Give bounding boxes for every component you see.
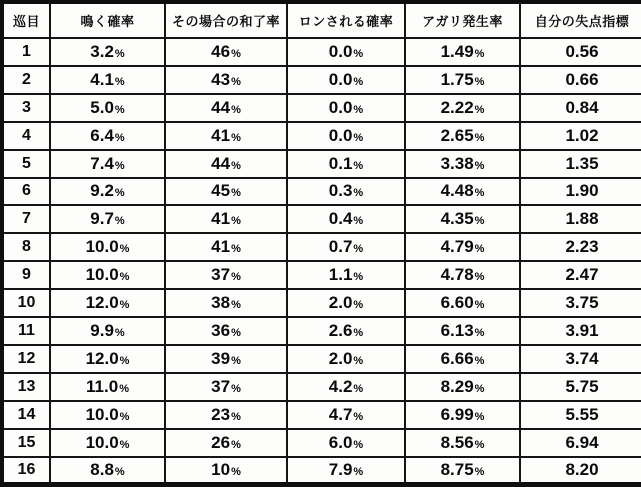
cell-turn: 4 <box>2 122 50 150</box>
cell-value: 39 <box>211 348 231 368</box>
cell-win-rate-if-called <box>165 150 287 178</box>
percent-unit: % <box>474 354 485 367</box>
cell-self-loss-index: 3.91 <box>520 317 641 345</box>
cell-ron-dealt-in-rate <box>287 457 405 485</box>
cell-turn: 14 <box>2 401 50 429</box>
cell-ron-dealt-in-rate <box>287 401 405 429</box>
cell-agari-occurrence <box>405 289 520 317</box>
cell-call-rate <box>50 38 165 66</box>
percent-unit: % <box>114 131 125 144</box>
cell-agari-occurrence <box>405 178 520 206</box>
cell-value: 8.56 <box>440 432 474 452</box>
cell-agari-occurrence <box>405 457 520 485</box>
cell-win-rate-if-called <box>165 429 287 457</box>
table-row <box>2 317 641 345</box>
percent-unit: % <box>474 438 485 451</box>
cell-win-rate-if-called <box>165 38 287 66</box>
cell-call-rate <box>50 122 165 150</box>
cell-value: 1.75 <box>440 69 474 89</box>
cell-self-loss-index: 3.74 <box>520 345 641 373</box>
cell-value: 12.0 <box>85 348 119 368</box>
percent-unit: % <box>474 243 485 256</box>
cell-turn: 15 <box>2 429 50 457</box>
cell-value: 11.0 <box>86 376 119 396</box>
cell-self-loss-index: 2.47 <box>520 261 641 289</box>
cell-value: 1.49 <box>440 41 474 61</box>
percent-unit: % <box>119 410 130 423</box>
cell-value: 3.2 <box>90 41 114 61</box>
cell-call-rate <box>50 94 165 122</box>
percent-unit: % <box>353 382 364 395</box>
cell-value: 0.4 <box>328 209 353 229</box>
cell-win-rate-if-called <box>165 317 287 345</box>
cell-win-rate-if-called <box>165 261 287 289</box>
percent-unit: % <box>353 47 364 60</box>
cell-turn: 10 <box>2 289 50 317</box>
cell-ron-dealt-in-rate <box>287 345 405 373</box>
cell-self-loss-index: 0.56 <box>520 38 641 66</box>
cell-win-rate-if-called <box>165 233 287 261</box>
cell-turn: 5 <box>2 150 50 178</box>
percent-unit: % <box>231 103 241 116</box>
cell-value: 10.0 <box>85 237 119 257</box>
cell-agari-occurrence <box>405 205 520 233</box>
cell-value: 0.0 <box>328 125 353 145</box>
cell-call-rate <box>50 289 165 317</box>
cell-ron-dealt-in-rate <box>287 261 405 289</box>
cell-value: 36 <box>211 321 231 341</box>
cell-value: 2.65 <box>440 125 474 145</box>
percent-unit: % <box>231 75 241 88</box>
percent-unit: % <box>231 327 241 340</box>
cell-value: 0.3 <box>328 181 353 201</box>
cell-ron-dealt-in-rate <box>287 317 405 345</box>
cell-value: 4.78 <box>440 265 474 285</box>
cell-call-rate <box>50 150 165 178</box>
cell-value: 4.2 <box>328 376 353 396</box>
table-row <box>2 38 641 66</box>
cell-ron-dealt-in-rate <box>287 38 405 66</box>
cell-self-loss-index: 8.20 <box>520 457 641 485</box>
percent-unit: % <box>474 299 485 312</box>
cell-ron-dealt-in-rate <box>287 429 405 457</box>
cell-self-loss-index: 1.02 <box>520 122 641 150</box>
cell-agari-occurrence <box>405 122 520 150</box>
cell-call-rate <box>50 178 165 206</box>
cell-agari-occurrence <box>405 66 520 94</box>
percent-unit: % <box>114 215 125 228</box>
percent-unit: % <box>231 465 241 478</box>
cell-value: 4.79 <box>440 237 474 257</box>
cell-value: 10.0 <box>85 432 119 452</box>
cell-value: 23 <box>211 404 231 424</box>
percent-unit: % <box>114 465 125 478</box>
cell-turn: 6 <box>2 178 50 206</box>
percent-unit: % <box>353 159 364 172</box>
table-row <box>2 345 641 373</box>
col-header-call-rate: 鳴く確率 <box>50 2 165 38</box>
cell-value: 26 <box>211 432 231 452</box>
percent-unit: % <box>231 271 241 284</box>
cell-value: 6.13 <box>440 321 474 341</box>
table-row <box>2 150 641 178</box>
cell-ron-dealt-in-rate <box>287 373 405 401</box>
percent-unit: % <box>231 410 241 423</box>
cell-value: 7.4 <box>90 153 114 173</box>
percent-unit: % <box>119 243 130 256</box>
cell-value: 2.0 <box>328 348 353 368</box>
percent-unit: % <box>231 47 241 60</box>
percent-unit: % <box>231 159 241 172</box>
cell-value: 37 <box>211 376 231 396</box>
cell-win-rate-if-called <box>165 373 287 401</box>
cell-value: 5.0 <box>90 97 114 117</box>
cell-value: 8.29 <box>440 376 474 396</box>
percent-unit: % <box>474 159 485 172</box>
cell-value: 43 <box>211 69 231 89</box>
percent-unit: % <box>231 215 241 228</box>
percent-unit: % <box>231 438 241 451</box>
cell-value: 4.1 <box>90 69 114 89</box>
header-row <box>2 2 641 38</box>
col-header-win-rate-if-called: その場合の和了率 <box>165 2 287 38</box>
cell-agari-occurrence <box>405 150 520 178</box>
percent-unit: % <box>231 382 241 395</box>
cell-agari-occurrence <box>405 38 520 66</box>
cell-call-rate <box>50 66 165 94</box>
cell-value: 12.0 <box>85 293 119 313</box>
cell-value: 6.99 <box>440 404 474 424</box>
col-header-ron-dealt-in-rate: ロンされる確率 <box>287 2 405 38</box>
cell-agari-occurrence <box>405 345 520 373</box>
percent-unit: % <box>353 327 364 340</box>
cell-call-rate <box>50 345 165 373</box>
cell-win-rate-if-called <box>165 122 287 150</box>
percent-unit: % <box>231 187 241 200</box>
cell-ron-dealt-in-rate <box>287 150 405 178</box>
percent-unit: % <box>119 271 130 284</box>
cell-value: 38 <box>211 293 231 313</box>
cell-self-loss-index: 5.55 <box>520 401 641 429</box>
table-row <box>2 429 641 457</box>
table-row <box>2 122 641 150</box>
cell-turn: 1 <box>2 38 50 66</box>
table-body <box>2 38 641 485</box>
percent-unit: % <box>353 131 364 144</box>
cell-call-rate <box>50 261 165 289</box>
cell-call-rate <box>50 429 165 457</box>
cell-value: 37 <box>211 265 231 285</box>
table-row <box>2 401 641 429</box>
cell-agari-occurrence <box>405 373 520 401</box>
table-row <box>2 457 641 485</box>
cell-ron-dealt-in-rate <box>287 122 405 150</box>
cell-value: 0.7 <box>328 237 353 257</box>
cell-value: 41 <box>211 125 231 145</box>
percent-unit: % <box>119 299 130 312</box>
percent-unit: % <box>231 243 241 256</box>
percent-unit: % <box>353 103 364 116</box>
cell-ron-dealt-in-rate <box>287 66 405 94</box>
percent-unit: % <box>114 47 125 60</box>
percent-unit: % <box>114 103 125 116</box>
percent-unit: % <box>474 215 485 228</box>
percent-unit: % <box>119 354 130 367</box>
percent-unit: % <box>119 382 129 395</box>
cell-value: 0.1 <box>328 153 353 173</box>
cell-value: 41 <box>211 209 231 229</box>
cell-value: 6.4 <box>90 125 114 145</box>
col-header-turn: 巡目 <box>2 2 50 38</box>
cell-value: 2.6 <box>328 321 353 341</box>
cell-agari-occurrence <box>405 261 520 289</box>
cell-call-rate <box>50 373 165 401</box>
cell-ron-dealt-in-rate <box>287 205 405 233</box>
percent-unit: % <box>231 299 241 312</box>
percent-unit: % <box>474 465 485 478</box>
cell-win-rate-if-called <box>165 345 287 373</box>
percent-unit: % <box>474 75 485 88</box>
percent-unit: % <box>114 327 125 340</box>
cell-self-loss-index: 3.75 <box>520 289 641 317</box>
percent-unit: % <box>353 354 364 367</box>
cell-win-rate-if-called <box>165 178 287 206</box>
percent-unit: % <box>114 159 125 172</box>
cell-self-loss-index: 1.90 <box>520 178 641 206</box>
cell-value: 0.0 <box>328 69 353 89</box>
cell-value: 2.22 <box>440 97 474 117</box>
cell-value: 10 <box>211 459 231 479</box>
cell-value: 6.0 <box>328 432 353 452</box>
table-row <box>2 178 641 206</box>
cell-call-rate <box>50 205 165 233</box>
percent-unit: % <box>474 271 485 284</box>
cell-call-rate <box>50 457 165 485</box>
cell-win-rate-if-called <box>165 205 287 233</box>
cell-value: 7.9 <box>328 459 353 479</box>
cell-ron-dealt-in-rate <box>287 94 405 122</box>
percent-unit: % <box>474 382 485 395</box>
cell-value: 9.2 <box>90 181 114 201</box>
cell-value: 10.0 <box>85 404 119 424</box>
cell-turn: 13 <box>2 373 50 401</box>
percent-unit: % <box>119 438 130 451</box>
col-header-agari-occurrence: アガリ発生率 <box>405 2 520 38</box>
cell-ron-dealt-in-rate <box>287 233 405 261</box>
percent-unit: % <box>474 187 485 200</box>
cell-value: 2.0 <box>328 293 353 313</box>
table-row <box>2 233 641 261</box>
cell-agari-occurrence <box>405 429 520 457</box>
cell-win-rate-if-called <box>165 401 287 429</box>
percent-unit: % <box>114 187 125 200</box>
percent-unit: % <box>353 410 364 423</box>
cell-value: 44 <box>211 97 231 117</box>
cell-turn: 12 <box>2 345 50 373</box>
percent-unit: % <box>353 299 364 312</box>
cell-turn: 9 <box>2 261 50 289</box>
cell-self-loss-index: 6.94 <box>520 429 641 457</box>
cell-turn: 16 <box>2 457 50 485</box>
cell-turn: 11 <box>2 317 50 345</box>
percent-unit: % <box>353 465 364 478</box>
table-row <box>2 373 641 401</box>
cell-value: 10.0 <box>85 265 119 285</box>
cell-value: 44 <box>211 153 231 173</box>
percent-unit: % <box>353 187 364 200</box>
percent-unit: % <box>353 75 364 88</box>
percent-unit: % <box>231 354 241 367</box>
cell-value: 9.9 <box>90 321 114 341</box>
cell-value: 46 <box>211 41 231 61</box>
cell-value: 45 <box>211 181 231 201</box>
cell-value: 9.7 <box>90 209 114 229</box>
cell-value: 8.8 <box>90 459 114 479</box>
cell-call-rate <box>50 401 165 429</box>
percent-unit: % <box>474 47 485 60</box>
cell-ron-dealt-in-rate <box>287 289 405 317</box>
cell-turn: 8 <box>2 233 50 261</box>
percent-unit: % <box>474 131 485 144</box>
table-row <box>2 205 641 233</box>
cell-value: 8.75 <box>440 459 474 479</box>
cell-call-rate <box>50 233 165 261</box>
table-row <box>2 289 641 317</box>
percent-unit: % <box>474 410 485 423</box>
cell-value: 4.7 <box>328 404 353 424</box>
cell-value: 4.48 <box>440 181 474 201</box>
percent-unit: % <box>353 271 364 284</box>
percent-unit: % <box>353 438 364 451</box>
cell-value: 0.0 <box>328 97 353 117</box>
cell-win-rate-if-called <box>165 66 287 94</box>
percent-unit: % <box>474 327 485 340</box>
cell-agari-occurrence <box>405 94 520 122</box>
percent-unit: % <box>231 131 241 144</box>
cell-self-loss-index: 0.84 <box>520 94 641 122</box>
cell-agari-occurrence <box>405 317 520 345</box>
cell-win-rate-if-called <box>165 457 287 485</box>
cell-agari-occurrence <box>405 233 520 261</box>
percent-unit: % <box>474 103 485 116</box>
cell-self-loss-index: 5.75 <box>520 373 641 401</box>
cell-self-loss-index: 2.23 <box>520 233 641 261</box>
cell-win-rate-if-called <box>165 94 287 122</box>
col-header-self-loss-index: 自分の失点指標 <box>520 2 641 38</box>
cell-value: 3.38 <box>440 153 474 173</box>
cell-value: 0.0 <box>328 41 353 61</box>
table-row <box>2 94 641 122</box>
cell-call-rate <box>50 317 165 345</box>
cell-value: 1.1 <box>328 265 353 285</box>
cell-agari-occurrence <box>405 401 520 429</box>
percent-unit: % <box>353 243 364 256</box>
cell-ron-dealt-in-rate <box>287 178 405 206</box>
cell-self-loss-index: 0.66 <box>520 66 641 94</box>
table-row <box>2 261 641 289</box>
percent-unit: % <box>353 215 364 228</box>
cell-value: 6.66 <box>440 348 474 368</box>
cell-turn: 3 <box>2 94 50 122</box>
table-row <box>2 66 641 94</box>
cell-value: 6.60 <box>440 293 474 313</box>
cell-turn: 2 <box>2 66 50 94</box>
cell-self-loss-index: 1.88 <box>520 205 641 233</box>
percent-unit: % <box>114 75 125 88</box>
cell-value: 41 <box>211 237 231 257</box>
cell-win-rate-if-called <box>165 289 287 317</box>
cell-self-loss-index: 1.35 <box>520 150 641 178</box>
cell-turn: 7 <box>2 205 50 233</box>
cell-value: 4.35 <box>440 209 474 229</box>
